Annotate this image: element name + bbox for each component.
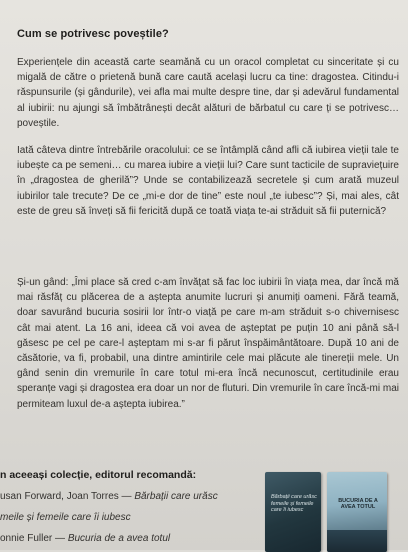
recommendation-title: Bărbații care urăsc	[134, 491, 218, 502]
book-cover-thumbnail	[265, 472, 321, 552]
paragraph-quote	[17, 275, 399, 412]
recommendation-title: Bucuria de a avea totul	[67, 533, 171, 544]
recommendation-item	[0, 512, 131, 523]
recommendations-title: n aceeași colecție, editorul recomandă:	[0, 469, 197, 481]
cover-band	[327, 530, 387, 552]
section-heading: Cum se potrivesc poveștile?	[17, 28, 169, 40]
paragraph-text: Iată câteva dintre întrebările oracolului: ce se întâmplă când afli că iubirea vieții tale te iubește ca pe semeni… cu marea iubire a vieții lui? Care sunt tacticile de supraviețuire în „dragostea de gherilă”? Unde se contabilizează secretele și cum arată muzeul iubirilor tale trecute? De ce „mi-e dor de tine” este noul „te iubesc”? Și, mai ales, cât este de greu să înveți să fii fericită după ce toată viața te-ai străduit să fii puternică?	[17, 145, 399, 217]
recommendation-title: meile și femeile care îi iubesc	[0, 512, 131, 523]
recommendation-author: usan Forward, Joan Torres —	[0, 491, 135, 502]
paragraph-text: Experiențele din această carte seamănă cu un oracol completat cu sinceritate și cu migală de către o prietenă bună care caută același lucru ca tine: dragostea. Citindu-i răspunsurile (și gândurile), vei afla mai multe despre tine, dar și adevărul fundamental al iubirii: nu ajungi să îmbătrânești decât alături de bărbatul cu care ți se potrivesc… poveștile.	[17, 57, 399, 129]
recommendation-item	[0, 491, 218, 502]
book-cover-title: Bărbații care urăsc femeile și femeile care îi iubesc	[271, 494, 317, 513]
book-cover-title: BUCURIA DE A AVEA TOTUL	[338, 498, 378, 510]
book-cover-thumbnail	[327, 472, 387, 552]
paragraph-questions	[17, 143, 399, 219]
recommendation-author: onnie Fuller —	[0, 533, 68, 544]
paragraph-intro	[17, 55, 399, 131]
paragraph-text: Și-un gând: „Îmi place să cred c-am învățat să fac loc iubirii în viața mea, dar încă mă mai răsfăț cu plăcerea de a aștepta anumite lucruri și anumiți oameni. Fără teamă, doar savurând bucuria sosirii lor într-o viață pe care m-am străduit s-o chivernisesc cât mai atent. La 16 ani, ideea că voi avea de așteptat pe puțin 10 ani până să-l găsesc pe cel pe care-l așteptam mi s-ar fi părut înspăimântătoare. După 10 ani de căsătorie, va fi, probabil, una dintre amintirile cele mai plăcute ale tinereții mele. Un gând senin din vremurile în care totul mi-era încă necunoscut, certitudinile erau speranțe vagi și dragostea era doar un nor de fluturi. Din vremurile în care încă-mi mai permiteam luxul de-a aștepta iubirea.”	[17, 277, 399, 410]
recommendation-item	[0, 533, 170, 544]
